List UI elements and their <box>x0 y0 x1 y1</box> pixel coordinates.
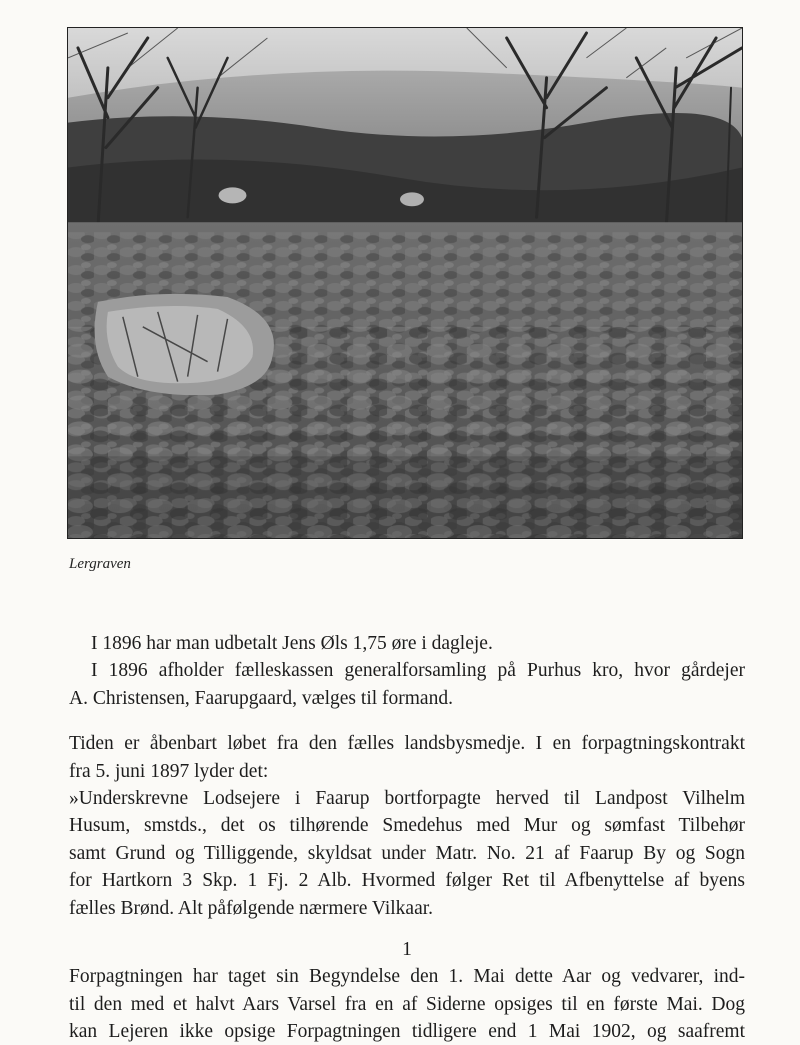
figure-caption: Lergraven <box>69 556 131 572</box>
paragraph-gap <box>69 712 745 730</box>
meadow-photo-drawing <box>68 28 742 538</box>
paragraph-gap <box>69 922 745 936</box>
paragraph-3-line-3: »Underskrevne Lodsejere i Faarup bortforpagte herved til Landpost Vilhelm <box>69 787 745 809</box>
paragraph-4-line-1: Forpagtningen har taget sin Begyndelse den 1. Mai dette Aar og vedvarer, ind- <box>69 966 745 988</box>
paragraph-3-line-7: fælles Brønd. Alt påfølgende nærmere Vilkaar. <box>69 897 434 919</box>
paragraph-4-line-2: til den med et halvt Aars Varsel fra en af Siderne opsiges til en første Mai. Dog <box>69 993 745 1015</box>
paragraph-3-line-4: Husum, smstds., det os tilhørende Smedehus med Mur og sømfast Tilbehør <box>69 815 745 837</box>
paragraph-3-line-6: for Hartkorn 3 Skp. 1 Fj. 2 Alb. Hvormed følger Ret til Afbenyttelse af byens <box>69 870 745 892</box>
paragraph-4-line-3: kan Lejeren ikke opsige Forpagtningen tidligere end 1 Mai 1902, og saafremt <box>69 1021 745 1043</box>
paragraph-3-line-2: fra 5. juni 1897 lyder det: <box>69 760 269 782</box>
meadow-photo <box>67 27 743 539</box>
paragraph-2-line-2: A. Christensen, Faarupgaard, vælges til formand. <box>69 687 453 709</box>
section-number: 1 <box>402 938 412 960</box>
paragraph-2-line-1: I 1896 afholder fælleskassen generalforsamling på Purhus kro, hvor gårdejer <box>91 660 745 682</box>
paragraph-3-line-5: samt Grund og Tilliggende, skyldsat under Matr. No. 21 af Faarup By og Sogn <box>69 842 745 864</box>
paragraph-1-line-1: I 1896 har man udbetalt Jens Øls 1,75 øre i dagleje. <box>91 633 493 654</box>
paragraph-3-line-1: Tiden er åbenbart løbet fra den fælles landsbysmedje. I en forpagtningskontrakt <box>69 733 745 755</box>
body-text <box>69 630 745 1045</box>
